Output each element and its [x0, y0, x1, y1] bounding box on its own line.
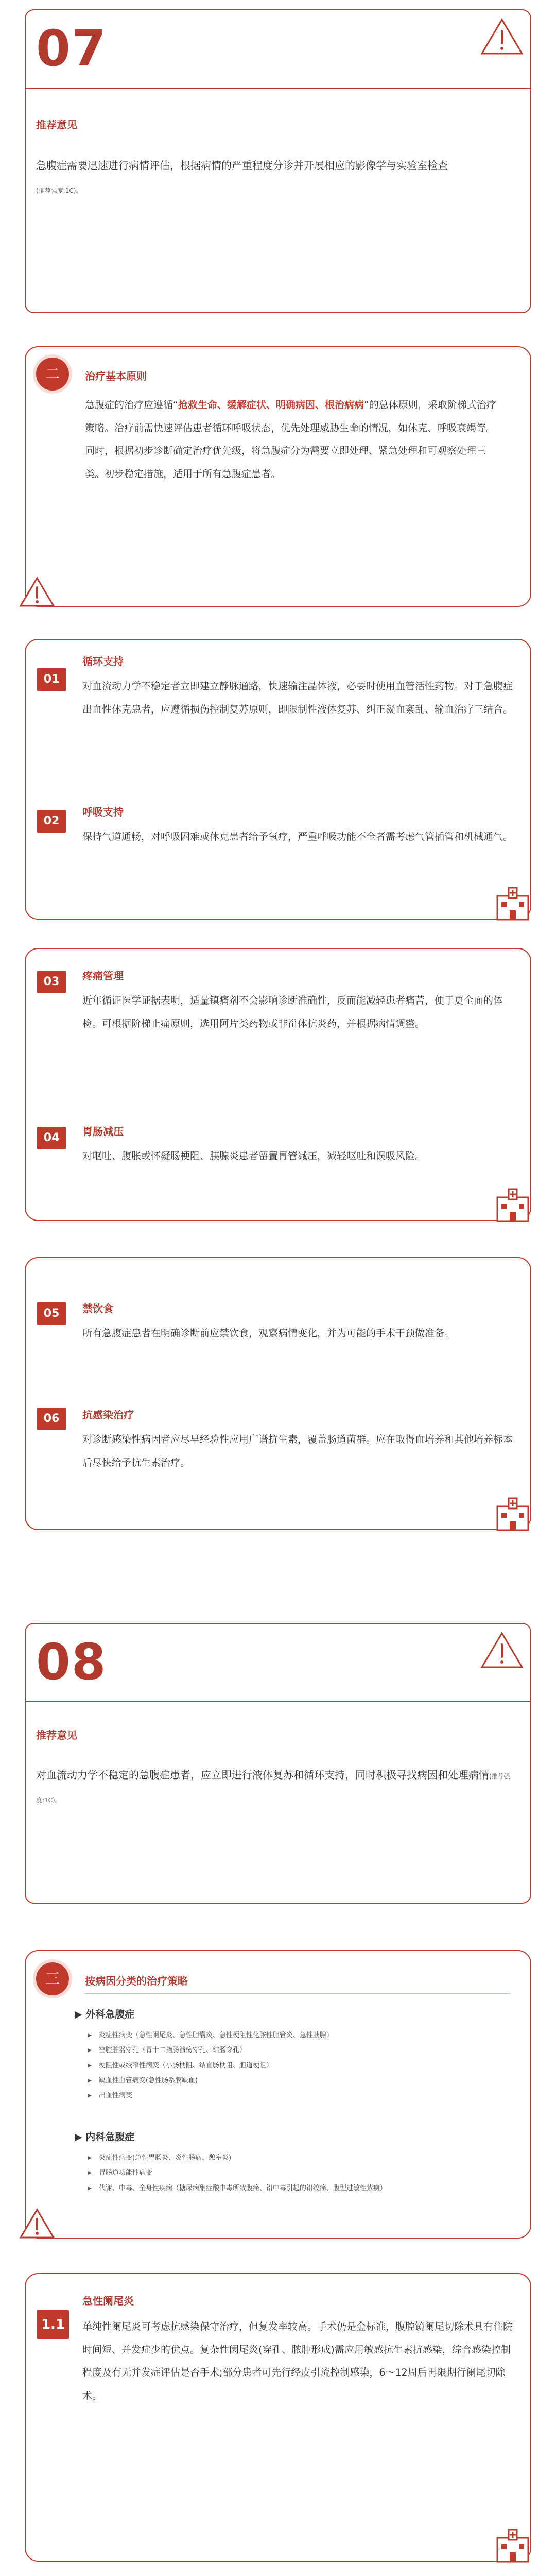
item-text: 对呕吐、腹胀或怀疑肠梗阻、胰腺炎患者留置胃管减压，减轻呕吐和误吸风险。: [82, 1150, 425, 1162]
item-number: 05: [37, 1302, 66, 1325]
principles-card: [25, 346, 531, 607]
strategy-title: 按病因分类的治疗策略: [85, 1975, 188, 1987]
warning-icon: [19, 2207, 56, 2240]
strategy-badge: 三: [36, 1962, 69, 1995]
item-number: 01: [37, 668, 66, 691]
warning-icon: [479, 15, 525, 57]
list-item: ▶ 梗阻性或绞窄性病变（小肠梗阻、结直肠梗阻、胆道梗阻）: [88, 2058, 333, 2073]
section-number: 08: [36, 1633, 107, 1691]
recommendation-text: [36, 154, 515, 201]
medical-list: [88, 2150, 387, 2196]
recommendation-title: 推荐意见: [36, 118, 77, 131]
recommendation-text: [36, 1763, 515, 1810]
item-text: 所有急腹症患者在明确诊断前应禁饮食，观察病情变化，并为可能的手术干预做准备。: [82, 1328, 455, 1339]
hospital-icon: [492, 1496, 533, 1532]
list-item: ▶ 胃肠道功能性病变: [88, 2165, 387, 2180]
recommendation-body: 对血流动力学不稳定的急腹症患者，应立即进行液体复苏和循环支持，同时积极寻找病因和处理病情: [36, 1769, 489, 1781]
section-number: 07: [36, 20, 107, 77]
warning-icon: [479, 1629, 525, 1670]
strategy-card: [25, 1950, 531, 2239]
item-text: 近年循证医学证据表明，适量镇痛剂不会影响诊断准确性，反而能减轻患者痛苦，便于更全面的体检。可根据阶梯止痛原则，选用阿片类药物或非甾体抗炎药，并根据病情调整。: [82, 995, 503, 1029]
principles-emphasis: 抢救生命、缓解症状、明确病因、根治病病: [178, 399, 364, 411]
warning-icon: [19, 575, 56, 608]
treatment-card-1: [25, 639, 531, 920]
item-number: 02: [37, 810, 66, 833]
recommendation-title: 推荐意见: [36, 1729, 77, 1741]
list-item: ▶ 空腔脏器穿孔（胃十二指肠溃疡穿孔、结肠穿孔）: [88, 2043, 333, 2058]
strategy-divider: [85, 1993, 510, 1994]
medical-group: [75, 2129, 387, 2196]
recommendation-strength: (推荐强度:1C)。: [36, 187, 82, 194]
list-item: ▶ 代谢、中毒、全身性疾病（糖尿病酮症酸中毒所致腹痛、铅中毒引起的铅绞痛、腹型过敏性紫癜）: [88, 2181, 387, 2196]
list-item: ▶ 缺血性血管病变(急性肠系膜缺血): [88, 2073, 333, 2088]
recommendation-box-07: [25, 9, 531, 313]
recommendation-strength: (推荐强度:1C)。: [36, 1773, 510, 1804]
principles-text: [85, 394, 497, 486]
principles-title: 治疗基本原则: [85, 370, 147, 382]
principles-text-a: 急腹症的治疗应遵循“: [85, 399, 178, 411]
item-text: 对诊断感染性病因者应尽早经验性应用广谱抗生素，覆盖肠道菌群。应在取得血培养和其他培养标本后尽快给予抗生素治疗。: [82, 1434, 513, 1468]
medical-heading-text: 内科急腹症: [85, 2131, 135, 2143]
disease-card-appendicitis: [25, 2273, 531, 2562]
item-title: 抗感染治疗: [82, 1409, 134, 1421]
principles-badge: 二: [36, 358, 69, 391]
disease-number: 1.1: [37, 2310, 69, 2339]
item-title: 胃肠减压: [82, 1125, 124, 1138]
hospital-icon: [492, 886, 533, 922]
list-item: ▶ 炎症性病变（急性阑尾炎、急性胆囊炎、急性梗阻性化脓性胆管炎、急性胰腺）: [88, 2028, 333, 2043]
section-divider: [26, 88, 530, 89]
principles-text-b: ”的总体原则，: [363, 399, 428, 411]
hospital-icon: [492, 1187, 533, 1223]
item-title: 疼痛管理: [82, 970, 124, 982]
section-divider: [26, 1701, 530, 1702]
item-title: 呼吸支持: [82, 806, 124, 818]
recommendation-box-08: [25, 1623, 531, 1904]
list-item: ▶ 炎症性病变(急性胃肠炎、炎性肠病、憩室炎): [88, 2150, 387, 2165]
medical-heading: ▶ 内科急腹症: [75, 2131, 135, 2143]
disease-title: 急性阑尾炎: [82, 2295, 134, 2307]
surgical-heading-text: 外科急腹症: [85, 2009, 135, 2020]
item-number: 03: [37, 971, 66, 993]
recommendation-body: 急腹症需要迅速进行病情评估，根据病情的严重程度分诊并开展相应的影像学与实验室检查: [36, 159, 448, 172]
item-title: 禁饮食: [82, 1302, 113, 1315]
disease-text: 单纯性阑尾炎可考虑抗感染保守治疗，但复发率较高。手术仍是金标准，腹腔镜阑尾切除术具有住院时间短、并发症少的优点。复杂性阑尾炎(穿孔、脓肿形成)需应用敏感抗生素抗感染，综合感染控制程度及有无并发症评估是否手术;部分患者可先行经皮引流控制感染，6～12周后再限期行阑尾切除术。: [82, 2321, 513, 2401]
item-number: 04: [37, 1127, 66, 1149]
list-item: ▶ 出血性病变: [88, 2088, 333, 2103]
treatment-card-3: [25, 1257, 531, 1530]
item-text: 对血流动力学不稳定者立即建立静脉通路，快速输注晶体液，必要时使用血管活性药物。对于急腹症出血性休克患者，应遵循损伤控制复苏原则，即限制性液体复苏、纠正凝血紊乱、输血治疗三结合。: [82, 681, 513, 715]
item-number: 06: [37, 1408, 66, 1430]
surgical-list: [88, 2028, 333, 2103]
hospital-icon: [492, 2528, 533, 2564]
surgical-heading: ▶ 外科急腹症: [75, 2009, 135, 2020]
item-text: 保持气道通畅，对呼吸困难或休克患者给予氧疗，严重呼吸功能不全者需考虑气管插管和机械通气。: [82, 831, 513, 842]
principles-text-c: 采取阶梯式治疗策略。治疗前需快速评估患者循环呼吸状态，优先处理威胁生命的情况，如休克、呼吸衰竭等。同时，根据初步诊断确定治疗优先级，将急腹症分为需要立即处理、紧急处理和可观察处理三类。初步稳定措施，适用于所有急腹症患者。: [85, 399, 496, 480]
treatment-card-2: [25, 948, 531, 1221]
surgical-group: [75, 2007, 333, 2103]
item-title: 循环支持: [82, 655, 124, 668]
